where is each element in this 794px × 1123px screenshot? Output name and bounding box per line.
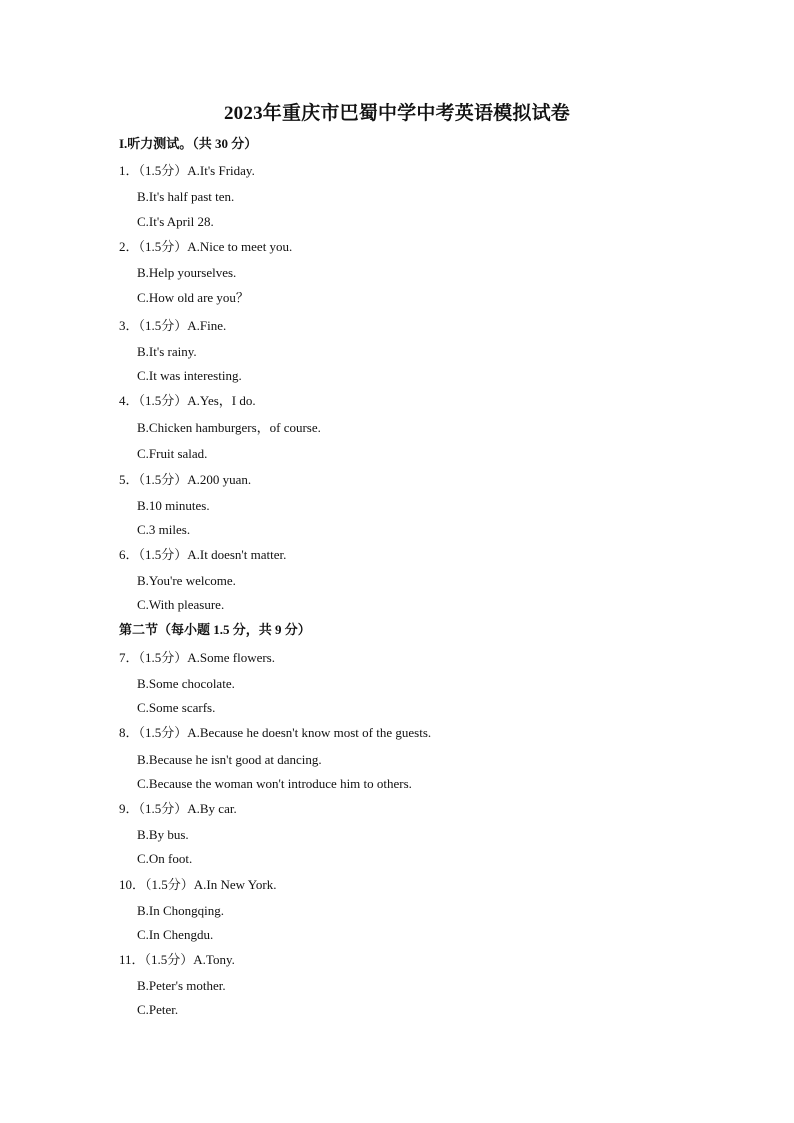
question-2-option-c: C.How old are you？ bbox=[137, 290, 249, 305]
question-10-option-b: B.In Chongqing. bbox=[137, 903, 225, 918]
question-8-option-c: C.Because the woman won't introduce him to others. bbox=[137, 776, 412, 791]
question-4-option-c: C.Fruit salad. bbox=[137, 446, 208, 461]
question-3-stem: 3．（1.5分）A.Fine. bbox=[119, 318, 227, 333]
question-1-option-c: C.It's April 28. bbox=[137, 214, 214, 229]
question-5-stem: 5．（1.5分）A.200 yuan. bbox=[119, 472, 252, 487]
question-7-option-b: B.Some chocolate. bbox=[137, 676, 235, 691]
question-2-stem: 2．（1.5分）A.Nice to meet you. bbox=[119, 239, 293, 254]
question-6-option-c: C.With pleasure. bbox=[137, 597, 225, 612]
question-4-stem: 4．（1.5分）A.Yes，I do. bbox=[119, 393, 256, 408]
question-11-option-c: C.Peter. bbox=[137, 1002, 179, 1017]
question-9-stem: 9．（1.5分）A.By car. bbox=[119, 801, 237, 816]
question-9-option-c: C.On foot. bbox=[137, 851, 193, 866]
question-9-option-b: B.By bus. bbox=[137, 827, 189, 842]
question-8-option-b: B.Because he isn't good at dancing. bbox=[137, 752, 322, 767]
question-7-stem: 7．（1.5分）A.Some flowers. bbox=[119, 650, 275, 665]
question-8-stem: 8．（1.5分）A.Because he doesn't know most of the guests. bbox=[119, 725, 432, 740]
question-6-stem: 6．（1.5分）A.It doesn't matter. bbox=[119, 547, 287, 562]
question-10-option-c: C.In Chengdu. bbox=[137, 927, 214, 942]
question-4-option-b: B.Chicken hamburgers，of course. bbox=[137, 420, 321, 435]
question-11-option-b: B.Peter's mother. bbox=[137, 978, 226, 993]
exam-title: 2023年重庆市巴蜀中学中考英语模拟试卷 bbox=[223, 103, 570, 124]
question-5-option-c: C.3 miles. bbox=[137, 522, 191, 537]
question-2-option-b: B.Help yourselves. bbox=[137, 265, 237, 280]
section-2-heading: 第二节（每小题 1.5 分，共 9 分） bbox=[119, 622, 311, 637]
question-10-stem: 10．（1.5分）A.In New York. bbox=[119, 877, 277, 892]
question-7-option-c: C.Some scarfs. bbox=[137, 700, 216, 715]
question-3-option-b: B.It's rainy. bbox=[137, 344, 197, 359]
section-1-heading: I.听力测试。（共 30 分） bbox=[119, 136, 258, 151]
question-5-option-b: B.10 minutes. bbox=[137, 498, 210, 513]
question-3-option-c: C.It was interesting. bbox=[137, 368, 242, 383]
question-1-stem: 1．（1.5分）A.It's Friday. bbox=[119, 163, 255, 178]
question-11-stem: 11．（1.5分）A.Tony. bbox=[119, 952, 235, 967]
question-1-option-b: B.It's half past ten. bbox=[137, 189, 235, 204]
question-6-option-b: B.You're welcome. bbox=[137, 573, 236, 588]
